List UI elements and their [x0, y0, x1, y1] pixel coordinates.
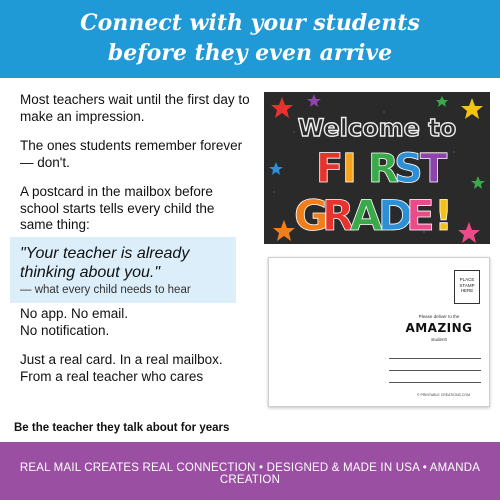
- quote-text: "Your teacher is already thinking about you.": [20, 245, 190, 281]
- tagline: Be the teacher they talk about for years: [14, 422, 230, 434]
- first-letter: I: [342, 146, 357, 192]
- paragraph-4-line-2: No notification.: [20, 322, 110, 338]
- paragraph-4-line-1: No app. No email.: [20, 306, 129, 321]
- first-letter: S: [394, 146, 423, 192]
- paragraph-5-line-1: Just a real card. In a real mailbox.: [20, 352, 223, 367]
- closing-copy: [20, 306, 250, 398]
- address-line: [389, 382, 481, 383]
- first-letter: T: [420, 146, 448, 192]
- grade-letter: E: [406, 191, 435, 240]
- first-word: [316, 146, 448, 192]
- first-letter: F: [316, 146, 344, 192]
- paragraph-5-line-2: From a real teacher who cares: [20, 368, 204, 384]
- grade-letter: G: [294, 191, 329, 240]
- chalkboard-art: [264, 92, 490, 244]
- paragraph-4: [20, 306, 250, 339]
- header-line-1: Connect with your students: [80, 10, 420, 36]
- header-banner: [0, 0, 500, 78]
- welcome-text: Welcome to: [297, 114, 457, 142]
- intro-copy: [20, 92, 250, 247]
- postcard-front-image: [264, 92, 490, 244]
- grade-word: [294, 191, 453, 240]
- stamp-box: PLACE STAMP HERE: [454, 270, 480, 304]
- paragraph-5: [20, 352, 250, 385]
- address-line: [389, 370, 481, 371]
- grade-letter: R: [322, 191, 355, 240]
- grade-letter: D: [378, 191, 413, 240]
- deliver-text: Please deliver to the: [418, 314, 460, 319]
- grade-letter: A: [350, 191, 383, 240]
- postcard-back: [268, 257, 490, 407]
- quote-box: [10, 237, 236, 303]
- credit-text: © PRINTABLE CREATIONS.COM: [417, 393, 471, 397]
- student-text: student!: [430, 337, 447, 342]
- footer-banner: REAL MAIL CREATES REAL CONNECTION • DESIGNED & MADE IN USA • AMANDA CREATION: [0, 442, 500, 500]
- header-line-2: before they even arrive: [107, 40, 393, 66]
- paragraph-2: The ones students remember forever — don't.: [20, 138, 243, 170]
- paragraph-3: A postcard in the mailbox before school starts tells every child the same thing:: [20, 184, 215, 232]
- address-line: [389, 358, 481, 359]
- grade-letter: !: [434, 191, 454, 240]
- amazing-text: AMAZING: [405, 321, 473, 335]
- quote-attribution: — what every child needs to hear: [20, 284, 191, 296]
- first-letter: R: [368, 146, 399, 192]
- paragraph-1: Most teachers wait until the first day to make an impression.: [20, 92, 250, 124]
